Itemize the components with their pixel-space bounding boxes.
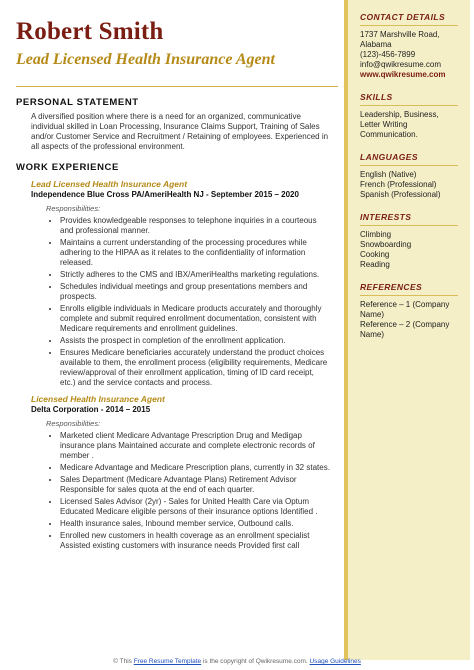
list-item: • Schedules individual meetings and group presentations members and prospects. bbox=[60, 282, 330, 302]
languages-section bbox=[360, 152, 458, 200]
list-item: • Maintains a current understanding of the processing procedures while adhering to the HIPAA as it relates to the confidentiality of information released. bbox=[60, 238, 330, 268]
footer-middle: is the copyright of Qwikresume.com. bbox=[201, 658, 310, 665]
list-item: Reference – 2 (Company Name) bbox=[360, 320, 450, 339]
list-item: Spanish (Professional) bbox=[360, 190, 441, 199]
interests-heading: INTERESTS bbox=[360, 212, 458, 226]
contact-phone: (123)-456-7899 bbox=[360, 50, 416, 59]
list-item: • Medicare Advantage and Medicare Prescription plans, currently in 32 states. bbox=[60, 463, 330, 473]
responsibilities-label: Responsibilities: bbox=[46, 419, 101, 428]
list-item: French (Professional) bbox=[360, 180, 437, 189]
list-item: • Provides knowledgeable responses to telephone inquiries in a courteous and professional manner. bbox=[60, 216, 330, 236]
job-entry bbox=[16, 179, 338, 388]
free-resume-template-link[interactable]: Free Resume Template bbox=[133, 658, 202, 665]
list-item: • Strictly adheres to the CMS and IBX/AmeriHealths marketing regulations. bbox=[60, 270, 330, 280]
footer-prefix: © This bbox=[113, 658, 134, 665]
list-item: • Health insurance sales, Inbound member service, Outbound calls. bbox=[60, 519, 330, 529]
header-divider bbox=[16, 86, 338, 87]
job-title: Licensed Health Insurance Agent bbox=[31, 394, 165, 404]
personal-statement-text: A diversified position where there is a need for an organized, communicative individual skilled in Loan Processing, Insurance Claims Support, Training of Sales and/or Customer Service and Recruitment / Retaining of employees. Experienced in all aspects of the professional environment. bbox=[31, 112, 329, 151]
contact-website-link[interactable]: www.qwikresume.com bbox=[360, 70, 446, 79]
job-entry bbox=[16, 394, 338, 551]
interests-section bbox=[360, 212, 458, 270]
contact-section bbox=[360, 12, 458, 80]
contact-heading: CONTACT DETAILS bbox=[360, 12, 458, 26]
list-item: Cooking bbox=[360, 250, 390, 259]
personal-statement-heading: PERSONAL STATEMENT bbox=[16, 97, 139, 108]
list-item: • Enrolled new customers in health coverage as an enrollment specialist Assisted existing customers with insurance needs Provided first call bbox=[60, 531, 330, 551]
responsibilities-list bbox=[16, 216, 338, 388]
work-experience-heading: WORK EXPERIENCE bbox=[16, 162, 119, 173]
contact-address: 1737 Marshville Road, Alabama bbox=[360, 30, 440, 49]
copyright-footer bbox=[0, 657, 474, 667]
candidate-role: Lead Licensed Health Insurance Agent bbox=[16, 51, 275, 68]
languages-heading: LANGUAGES bbox=[360, 152, 458, 166]
skills-text: Leadership, Business, Letter Writing Communication. bbox=[360, 110, 439, 139]
list-item: English (Native) bbox=[360, 170, 417, 179]
responsibilities-list bbox=[16, 431, 338, 551]
job-company: Delta Corporation - 2014 – 2015 bbox=[31, 405, 151, 414]
contact-email[interactable]: info@qwikresume.com bbox=[360, 60, 442, 69]
usage-guidelines-link[interactable]: Usage Guidelines bbox=[309, 658, 361, 665]
list-item: Reference – 1 (Company Name) bbox=[360, 300, 450, 319]
responsibilities-label: Responsibilities: bbox=[46, 204, 101, 213]
list-item: • Marketed client Medicare Advantage Prescription Drug and Medigap insurance plans Maintained accurate and complete electronic records of member . bbox=[60, 431, 330, 461]
candidate-name: Robert Smith bbox=[16, 18, 164, 45]
skills-heading: SKILLS bbox=[360, 92, 458, 106]
list-item: • Licensed Sales Advisor (2yr) - Sales for United Health Care via Optum Educated Medicare eligible persons of their insurance options Identified . bbox=[60, 497, 330, 517]
list-item: Reading bbox=[360, 260, 390, 269]
list-item: Climbing bbox=[360, 230, 392, 239]
list-item: • Enrolls eligible individuals in Medicare products accurately and thoroughly complete and submit required enrollment documentation, consistent with Medicare requirements and enrollment guidelines. bbox=[60, 304, 330, 334]
job-title: Lead Licensed Health Insurance Agent bbox=[31, 179, 188, 189]
list-item: • Sales Department (Medicare Advantage Plans) Retirement Advisor Responsible for sales quota at the end of each quarter. bbox=[60, 475, 330, 495]
list-item: • Assists the prospect in completion of the enrollment application. bbox=[60, 336, 330, 346]
references-heading: REFERENCES bbox=[360, 282, 458, 296]
list-item: • Ensures Medicare beneficiaries accurately understand the product choices available to them, the enrollment process (eligibility requirements, Medicare review/approval of their enrollment application, timing of ID card receipt, etc.) and the service contacts and process. bbox=[60, 348, 330, 388]
list-item: Snowboarding bbox=[360, 240, 412, 249]
job-company: Independence Blue Cross PA/AmeriHealth NJ - September 2015 – 2020 bbox=[31, 190, 299, 199]
sidebar bbox=[344, 0, 470, 660]
skills-section bbox=[360, 92, 458, 140]
references-section bbox=[360, 282, 458, 340]
